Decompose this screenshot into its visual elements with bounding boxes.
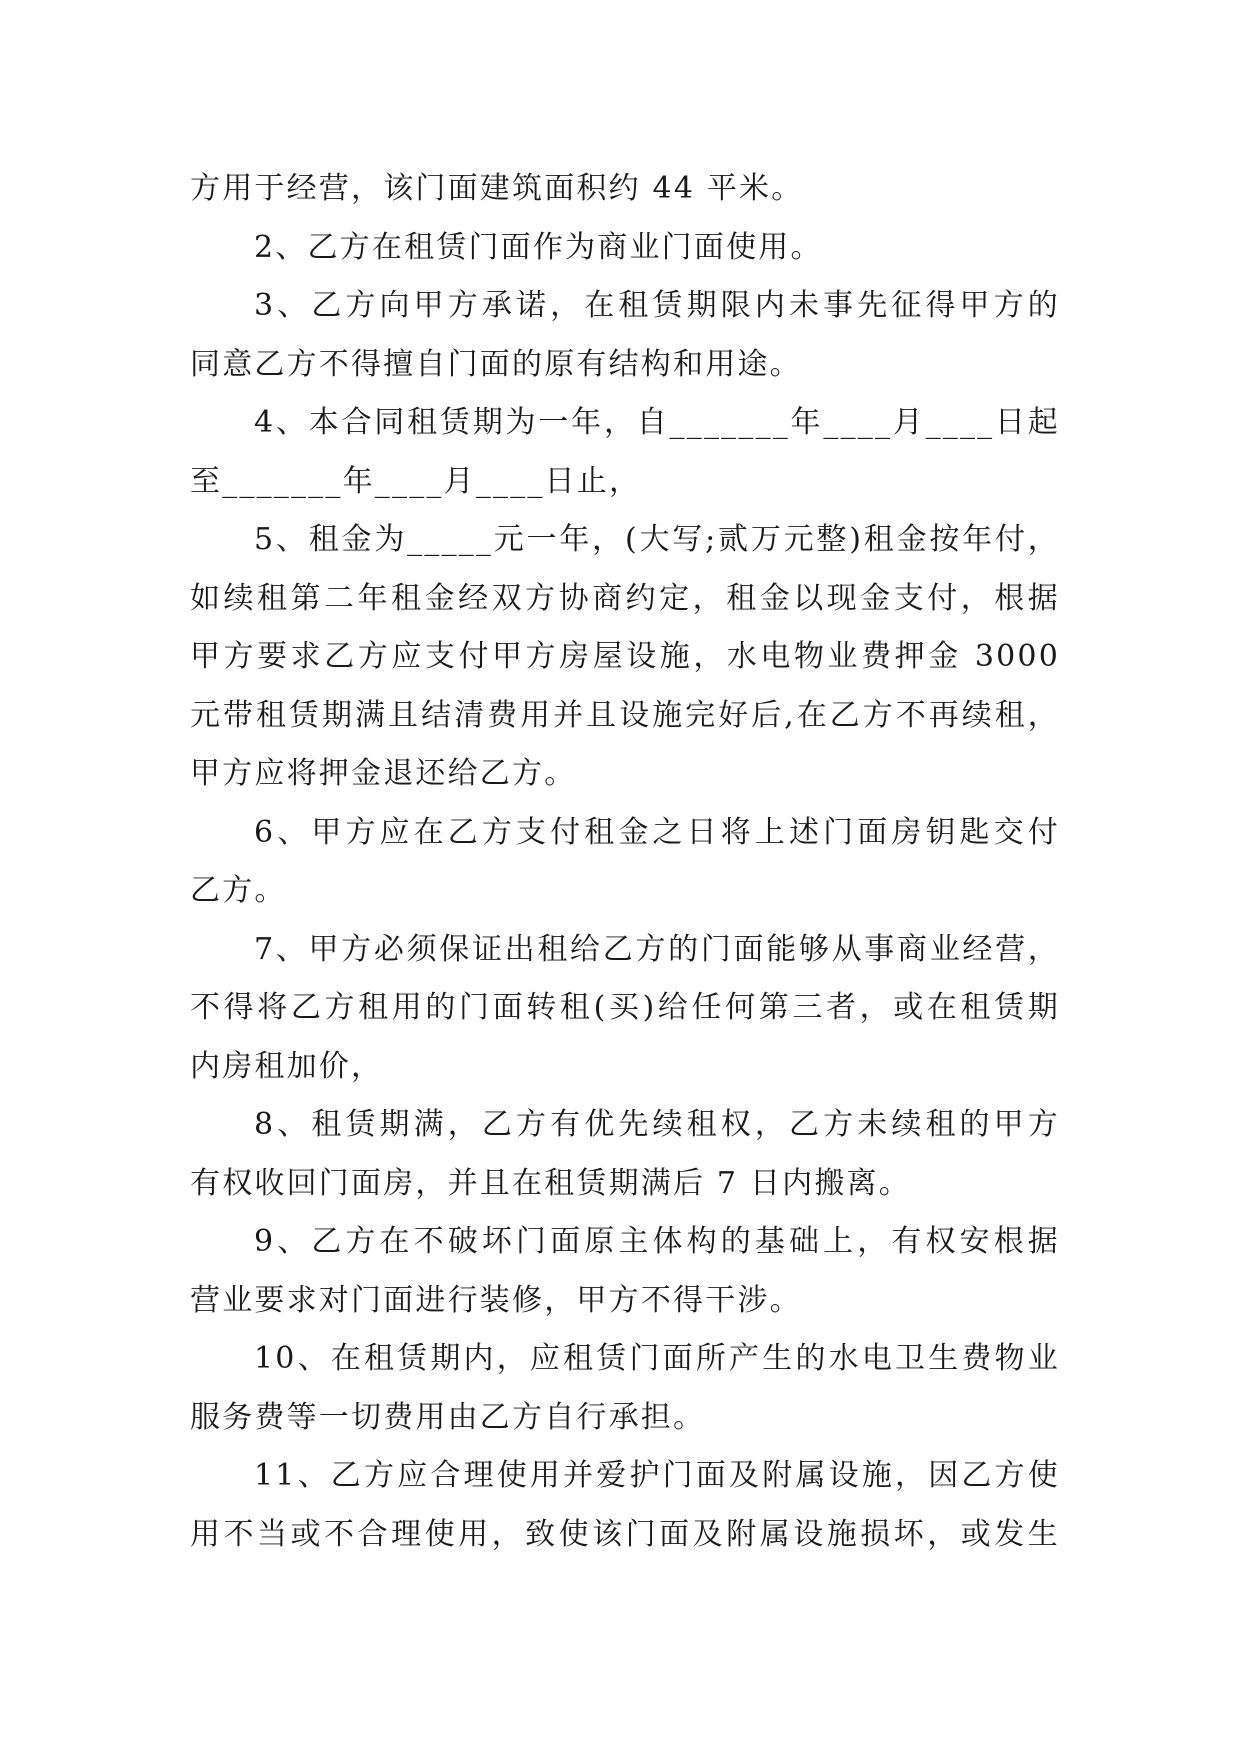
text-line: 11、乙方应合理使用并爱护门面及附属设施，因乙方使 (254, 1458, 1060, 1493)
text-line: 有权收回门面房，并且在租赁期满后 7 日内搬离。 (190, 1165, 911, 1201)
text-line: 3、乙方向甲方承诺，在租赁期限内未事先征得甲方的 (254, 288, 1060, 323)
text-line: 2、乙方在租赁门面作为商业门面使用。 (254, 229, 823, 265)
text-line: 方用于经营，该门面建筑面积约 44 平米。 (190, 171, 804, 206)
text-line: 元带租赁期满且结清费用并且设施完好后,在乙方不再续租， (190, 697, 1060, 733)
text-line: 营业要求对门面进行装修，甲方不得干涉。 (190, 1282, 802, 1318)
text-line: 内房租加价， (190, 1048, 384, 1084)
text-line: 4、本合同租赁期为一年，自_______年____月____日起 (254, 405, 1060, 440)
text-line: 9、乙方在不破坏门面原主体构的基础上，有权安根据 (254, 1224, 1060, 1259)
text-line: 甲方要求乙方应支付甲方房屋设施，水电物业费押金 3000 (190, 639, 1060, 674)
text-line: 7、甲方必须保证出租给乙方的门面能够从事商业经营， (254, 931, 1060, 967)
text-line: 如续租第二年租金经双方协商约定，租金以现金支付，根据 (190, 580, 1060, 616)
text-line: 至_______年____月____日止， (190, 463, 642, 499)
document-body (190, 160, 1060, 1564)
text-line: 不得将乙方租用的门面转租(买)给任何第三者，或在租赁期 (190, 990, 1060, 1025)
text-line: 甲方应将押金退还给乙方。 (190, 756, 577, 791)
text-line: 5、租金为_____元一年，(大写;贰万元整)租金按年付， (254, 522, 1060, 557)
text-line: 同意乙方不得擅自门面的原有结构和用途。 (190, 346, 802, 382)
text-line: 10、在租赁期内，应租赁门面所产生的水电卫生费物业 (254, 1341, 1060, 1376)
text-line: 6、甲方应在乙方支付租金之日将上述门面房钥匙交付 (254, 814, 1060, 850)
text-line: 乙方。 (190, 873, 287, 908)
text-line: 用不当或不合理使用，致使该门面及附属设施损坏，或发生 (190, 1516, 1060, 1552)
text-line: 服务费等一切费用由乙方自行承担。 (190, 1399, 706, 1435)
text-line: 8、租赁期满，乙方有优先续租权，乙方未续租的甲方 (254, 1107, 1060, 1142)
